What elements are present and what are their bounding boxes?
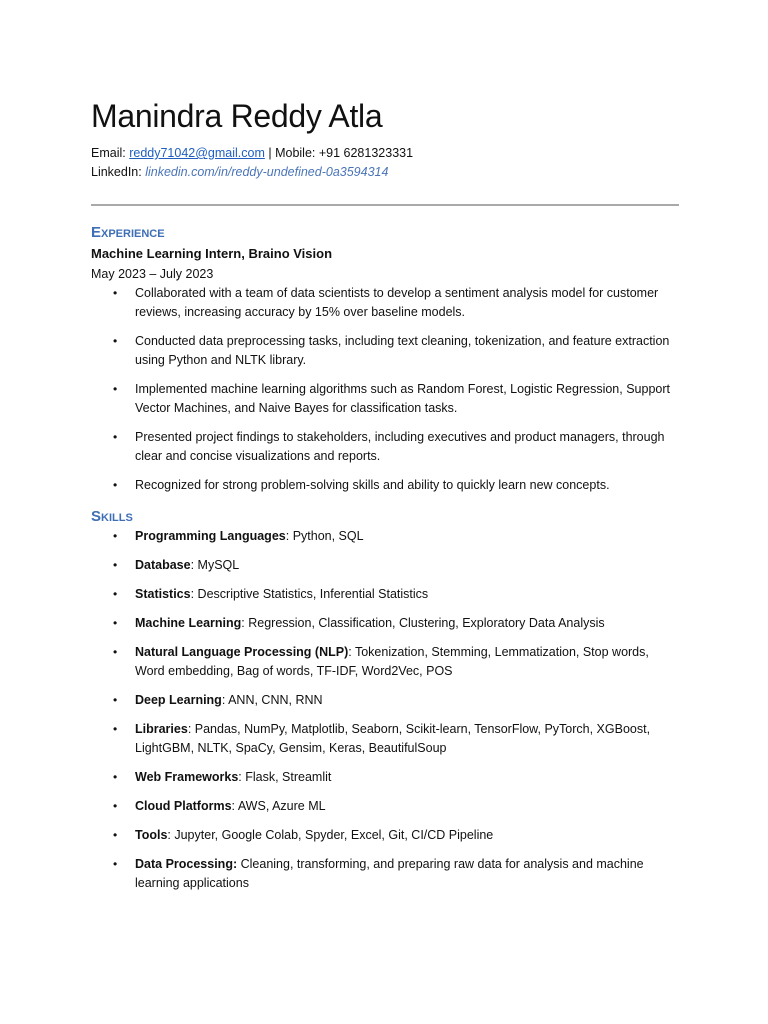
skill-label: Programming Languages bbox=[135, 529, 286, 543]
experience-bullet-list bbox=[91, 284, 679, 495]
skill-separator: : bbox=[241, 616, 249, 630]
contact-line bbox=[91, 144, 679, 163]
skill-label: Statistics bbox=[135, 587, 191, 601]
skill-label: Natural Language Processing (NLP) bbox=[135, 645, 349, 659]
skill-value: AWS, Azure ML bbox=[237, 799, 326, 813]
skill-label: Tools bbox=[135, 828, 168, 842]
bullet-icon: • bbox=[113, 693, 118, 707]
skill-item bbox=[91, 768, 679, 787]
experience-heading: Experience bbox=[91, 224, 165, 241]
skill-item bbox=[91, 585, 679, 604]
skill-value: Descriptive Statistics, Inferential Statistics bbox=[197, 587, 429, 601]
skill-value: Jupyter, Google Colab, Spyder, Excel, Git, CI/CD Pipeline bbox=[174, 828, 494, 842]
skill-item bbox=[91, 527, 679, 546]
mobile-text: | Mobile: +91 6281323331 bbox=[264, 146, 414, 160]
linkedin-link[interactable]: linkedin.com/in/reddy-undefined-0a3594314 bbox=[145, 165, 389, 179]
skills-list bbox=[91, 527, 679, 893]
experience-bullet bbox=[91, 428, 679, 466]
skill-item bbox=[91, 614, 679, 633]
email-link[interactable]: reddy71042@gmail.com bbox=[129, 146, 265, 160]
experience-bullet bbox=[91, 380, 679, 418]
skill-separator: : bbox=[238, 770, 246, 784]
skill-label: Libraries bbox=[135, 722, 188, 736]
linkedin-label: LinkedIn: bbox=[91, 165, 146, 179]
skill-separator: : bbox=[190, 558, 198, 572]
bullet-icon: • bbox=[113, 587, 118, 601]
bullet-icon: • bbox=[113, 645, 118, 659]
skill-separator: : bbox=[285, 529, 293, 543]
resume-page bbox=[91, 96, 679, 903]
skill-value: Python, SQL bbox=[292, 529, 364, 543]
experience-bullet-text: Implemented machine learning algorithms such as Random Forest, Logistic Regression, Support Vector Machines, and Naive Bayes for classification tasks. bbox=[135, 382, 670, 415]
skill-value: Cleaning, transforming, and preparing raw data for analysis and machine learning applications bbox=[135, 857, 644, 890]
bullet-icon: • bbox=[113, 770, 118, 784]
bullet-icon: • bbox=[113, 799, 118, 813]
experience-bullet-text: Recognized for strong problem-solving skills and ability to quickly learn new concepts. bbox=[135, 478, 610, 492]
experience-bullet bbox=[91, 476, 679, 495]
skill-label: Database bbox=[135, 558, 191, 572]
header-divider bbox=[91, 204, 679, 206]
job-dates: May 2023 – July 2023 bbox=[91, 267, 214, 281]
skill-value: Flask, Streamlit bbox=[245, 770, 332, 784]
bullet-icon: • bbox=[113, 857, 118, 871]
skill-item bbox=[91, 855, 679, 893]
skill-label: Deep Learning bbox=[135, 693, 222, 707]
experience-bullet bbox=[91, 332, 679, 370]
skill-item bbox=[91, 556, 679, 575]
skill-value: ANN, CNN, RNN bbox=[228, 693, 323, 707]
skills-heading: Skills bbox=[91, 508, 133, 525]
experience-bullet-text: Presented project findings to stakeholders, including executives and product managers, through clear and concise visualizations and reports. bbox=[135, 430, 665, 463]
skill-item bbox=[91, 720, 679, 758]
bullet-icon: • bbox=[113, 430, 118, 444]
skill-value: MySQL bbox=[197, 558, 240, 572]
bullet-icon: • bbox=[113, 828, 118, 842]
skill-separator: : bbox=[190, 587, 198, 601]
skill-label: Machine Learning bbox=[135, 616, 242, 630]
skill-separator: : bbox=[221, 693, 229, 707]
skill-value: Pandas, NumPy, Matplotlib, Seaborn, Scikit-learn, TensorFlow, PyTorch, XGBoost, LightGBM, NLTK, SpaCy, Gensim, Keras, BeautifulSoup bbox=[135, 722, 651, 755]
skill-label: Data Processing: bbox=[135, 857, 238, 871]
bullet-icon: • bbox=[113, 382, 118, 396]
skill-item bbox=[91, 691, 679, 710]
bullet-icon: • bbox=[113, 478, 118, 492]
skill-separator: : bbox=[167, 828, 175, 842]
bullet-icon: • bbox=[113, 722, 118, 736]
bullet-icon: • bbox=[113, 334, 118, 348]
experience-bullet bbox=[91, 284, 679, 322]
email-label: Email: bbox=[91, 146, 130, 160]
skill-separator: : bbox=[231, 799, 238, 813]
job-title: Machine Learning Intern, Braino Vision bbox=[91, 246, 333, 261]
skill-item bbox=[91, 797, 679, 816]
skill-label: Cloud Platforms bbox=[135, 799, 232, 813]
skill-separator: : bbox=[348, 645, 355, 659]
bullet-icon: • bbox=[113, 529, 118, 543]
linkedin-line bbox=[91, 163, 679, 182]
experience-bullet-text: Conducted data preprocessing tasks, including text cleaning, tokenization, and feature extraction using Python and NLTK library. bbox=[135, 334, 670, 367]
skill-label: Web Frameworks bbox=[135, 770, 239, 784]
candidate-name: Manindra Reddy Atla bbox=[91, 98, 383, 134]
skill-value: Tokenization, Stemming, Lemmatization, Stop words, Word embedding, Bag of words, TF-IDF, Word2Vec, POS bbox=[135, 645, 649, 678]
bullet-icon: • bbox=[113, 286, 118, 300]
skill-separator: : bbox=[187, 722, 195, 736]
bullet-icon: • bbox=[113, 616, 118, 630]
bullet-icon: • bbox=[113, 558, 118, 572]
skill-value: Regression, Classification, Clustering, Exploratory Data Analysis bbox=[248, 616, 605, 630]
skill-item bbox=[91, 643, 679, 681]
experience-bullet-text: Collaborated with a team of data scientists to develop a sentiment analysis model for customer reviews, increasing accuracy by 15% over baseline models. bbox=[135, 286, 659, 319]
skill-item bbox=[91, 826, 679, 845]
